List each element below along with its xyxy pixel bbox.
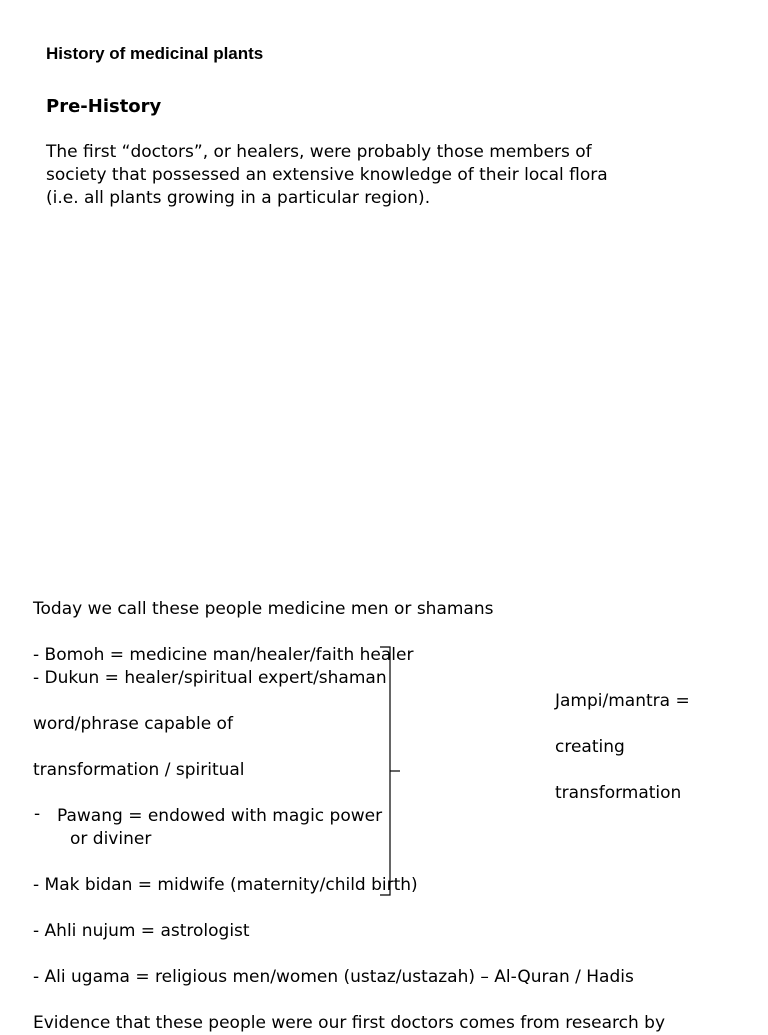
intro-line: (i.e. all plants growing in a particular region). [46, 188, 431, 208]
ahli-nujum-item: - Ahli nujum = astrologist [33, 921, 250, 941]
jampi-definition-line: transformation [555, 783, 682, 803]
jampi-definition-line: word/phrase capable of [33, 714, 233, 734]
section-heading: Pre-History [46, 96, 162, 117]
pawang-item: Pawang = endowed with magic power [57, 806, 383, 826]
evidence-line: Evidence that these people were our first doctors comes from research by [33, 1013, 666, 1033]
jampi-definition-line: Jampi/mantra = [555, 691, 690, 711]
intro-paragraph [46, 141, 726, 210]
dukun-item: - Dukun = healer/spiritual expert/shaman [33, 668, 387, 688]
pawang-bullet: - [34, 804, 41, 824]
bomoh-item: - Bomoh = medicine man/healer/faith healer [33, 645, 414, 665]
jampi-definition-line: creating [555, 737, 625, 757]
intro-line: society that possessed an extensive knowledge of their local flora [46, 165, 608, 185]
today-line: Today we call these people medicine men or shamans [33, 599, 494, 619]
pawang-item-continuation: or diviner [70, 829, 152, 849]
mak-bidan-item: - Mak bidan = midwife (maternity/child birth) [33, 875, 418, 895]
document-title: History of medicinal plants [46, 44, 264, 63]
brace-bracket-icon [380, 646, 404, 898]
jampi-definition-line: transformation / spiritual [33, 760, 245, 780]
intro-line: The first “doctors”, or healers, were probably those members of [46, 142, 592, 162]
ali-ugama-item: - Ali ugama = religious men/women (ustaz/ustazah) – Al-Quran / Hadis [33, 967, 634, 987]
